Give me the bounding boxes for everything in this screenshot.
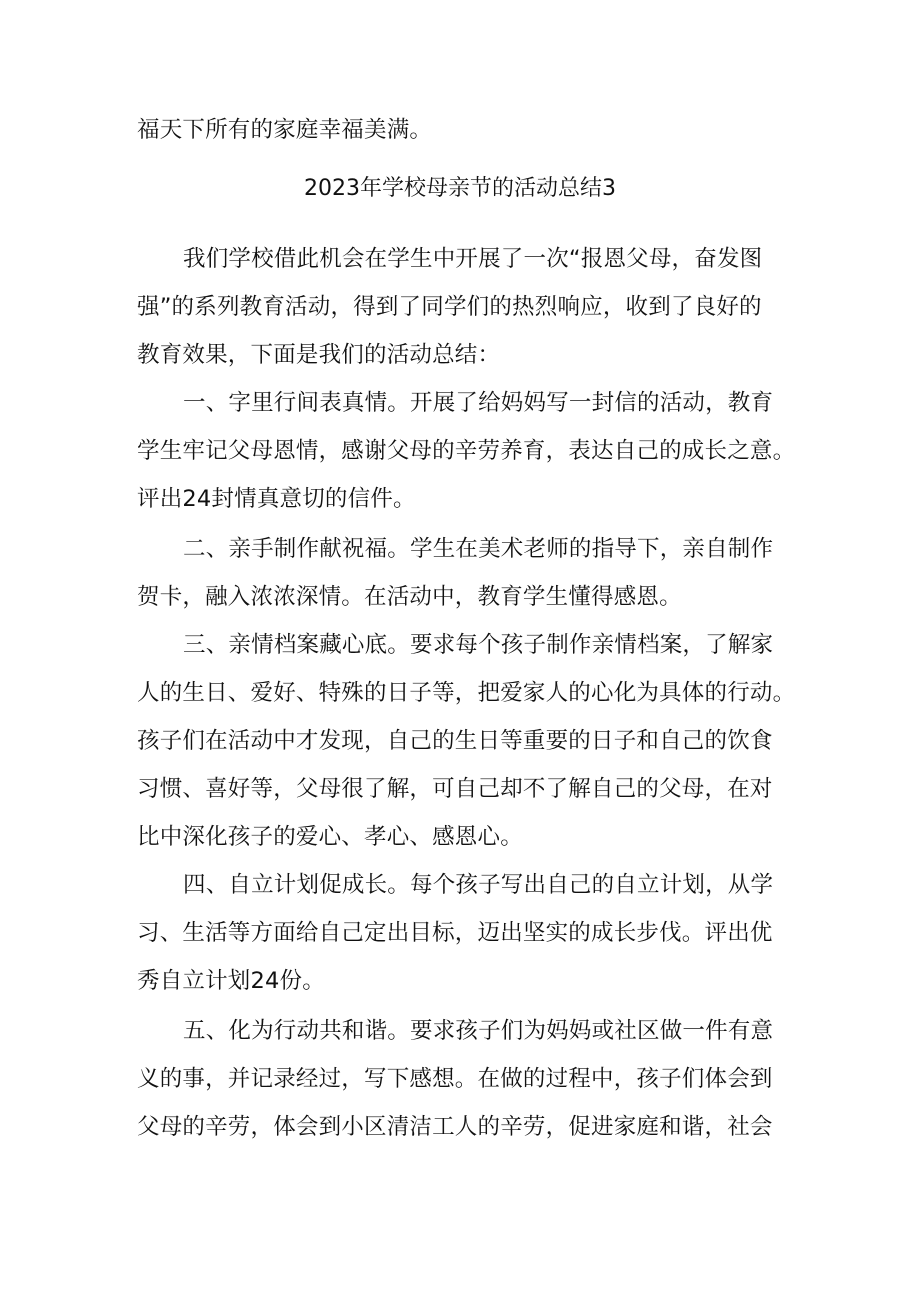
lead-line: 福天下所有的家庭幸福美满。 <box>137 117 433 143</box>
paragraph-line: 学生牢记父母恩情，感谢父母的辛劳养育，表达自己的成长之意。 <box>137 438 796 464</box>
paragraph-line: 贺卡，融入浓浓深情。在活动中，教育学生懂得感恩。 <box>137 584 682 610</box>
paragraph-line: 父母的辛劳，体会到小区清洁工人的辛劳，促进家庭和谐，社会 <box>137 1114 773 1140</box>
paragraph-line: 秀自立计划24份。 <box>137 968 325 994</box>
page-title: 2023年学校母亲节的活动总结3 <box>304 176 616 201</box>
paragraph-line: 教育效果，下面是我们的活动总结： <box>137 342 501 368</box>
paragraph-line: 人的生日、爱好、特殊的日子等，把爱家人的心化为具体的行动。 <box>137 680 796 706</box>
paragraph-line: 二、亲手制作献祝福。学生在美术老师的指导下，亲自制作 <box>183 536 774 562</box>
paragraph-line: 三、亲情档案藏心底。要求每个孩子制作亲情档案，了解家 <box>183 632 774 658</box>
paragraph-line: 评出24封情真意切的信件。 <box>137 486 416 512</box>
paragraph-line: 习、生活等方面给自己定出目标，迈出坚实的成长步伐。评出优 <box>137 920 773 946</box>
paragraph-line: 义的事，并记录经过，写下感想。在做的过程中，孩子们体会到 <box>137 1066 773 1092</box>
paragraph-line: 比中深化孩子的爱心、孝心、感恩心。 <box>137 824 523 850</box>
paragraph-line: 四、自立计划促成长。每个孩子写出自己的自立计划，从学 <box>183 872 774 898</box>
paragraph-line: 强”的系列教育活动，得到了同学们的热烈响应，收到了良好的 <box>137 294 762 320</box>
paragraph-line: 一、字里行间表真情。开展了给妈妈写一封信的活动，教育 <box>183 390 774 416</box>
paragraph-line: 五、化为行动共和谐。要求孩子们为妈妈或社区做一件有意 <box>183 1018 774 1044</box>
paragraph-line: 我们学校借此机会在学生中开展了一次“报恩父母，奋发图 <box>183 246 763 272</box>
paragraph-line: 孩子们在活动中才发现，自己的生日等重要的日子和自己的饮食 <box>137 728 773 754</box>
paragraph-line: 习惯、喜好等，父母很了解，可自己却不了解自己的父母，在对 <box>137 776 773 802</box>
